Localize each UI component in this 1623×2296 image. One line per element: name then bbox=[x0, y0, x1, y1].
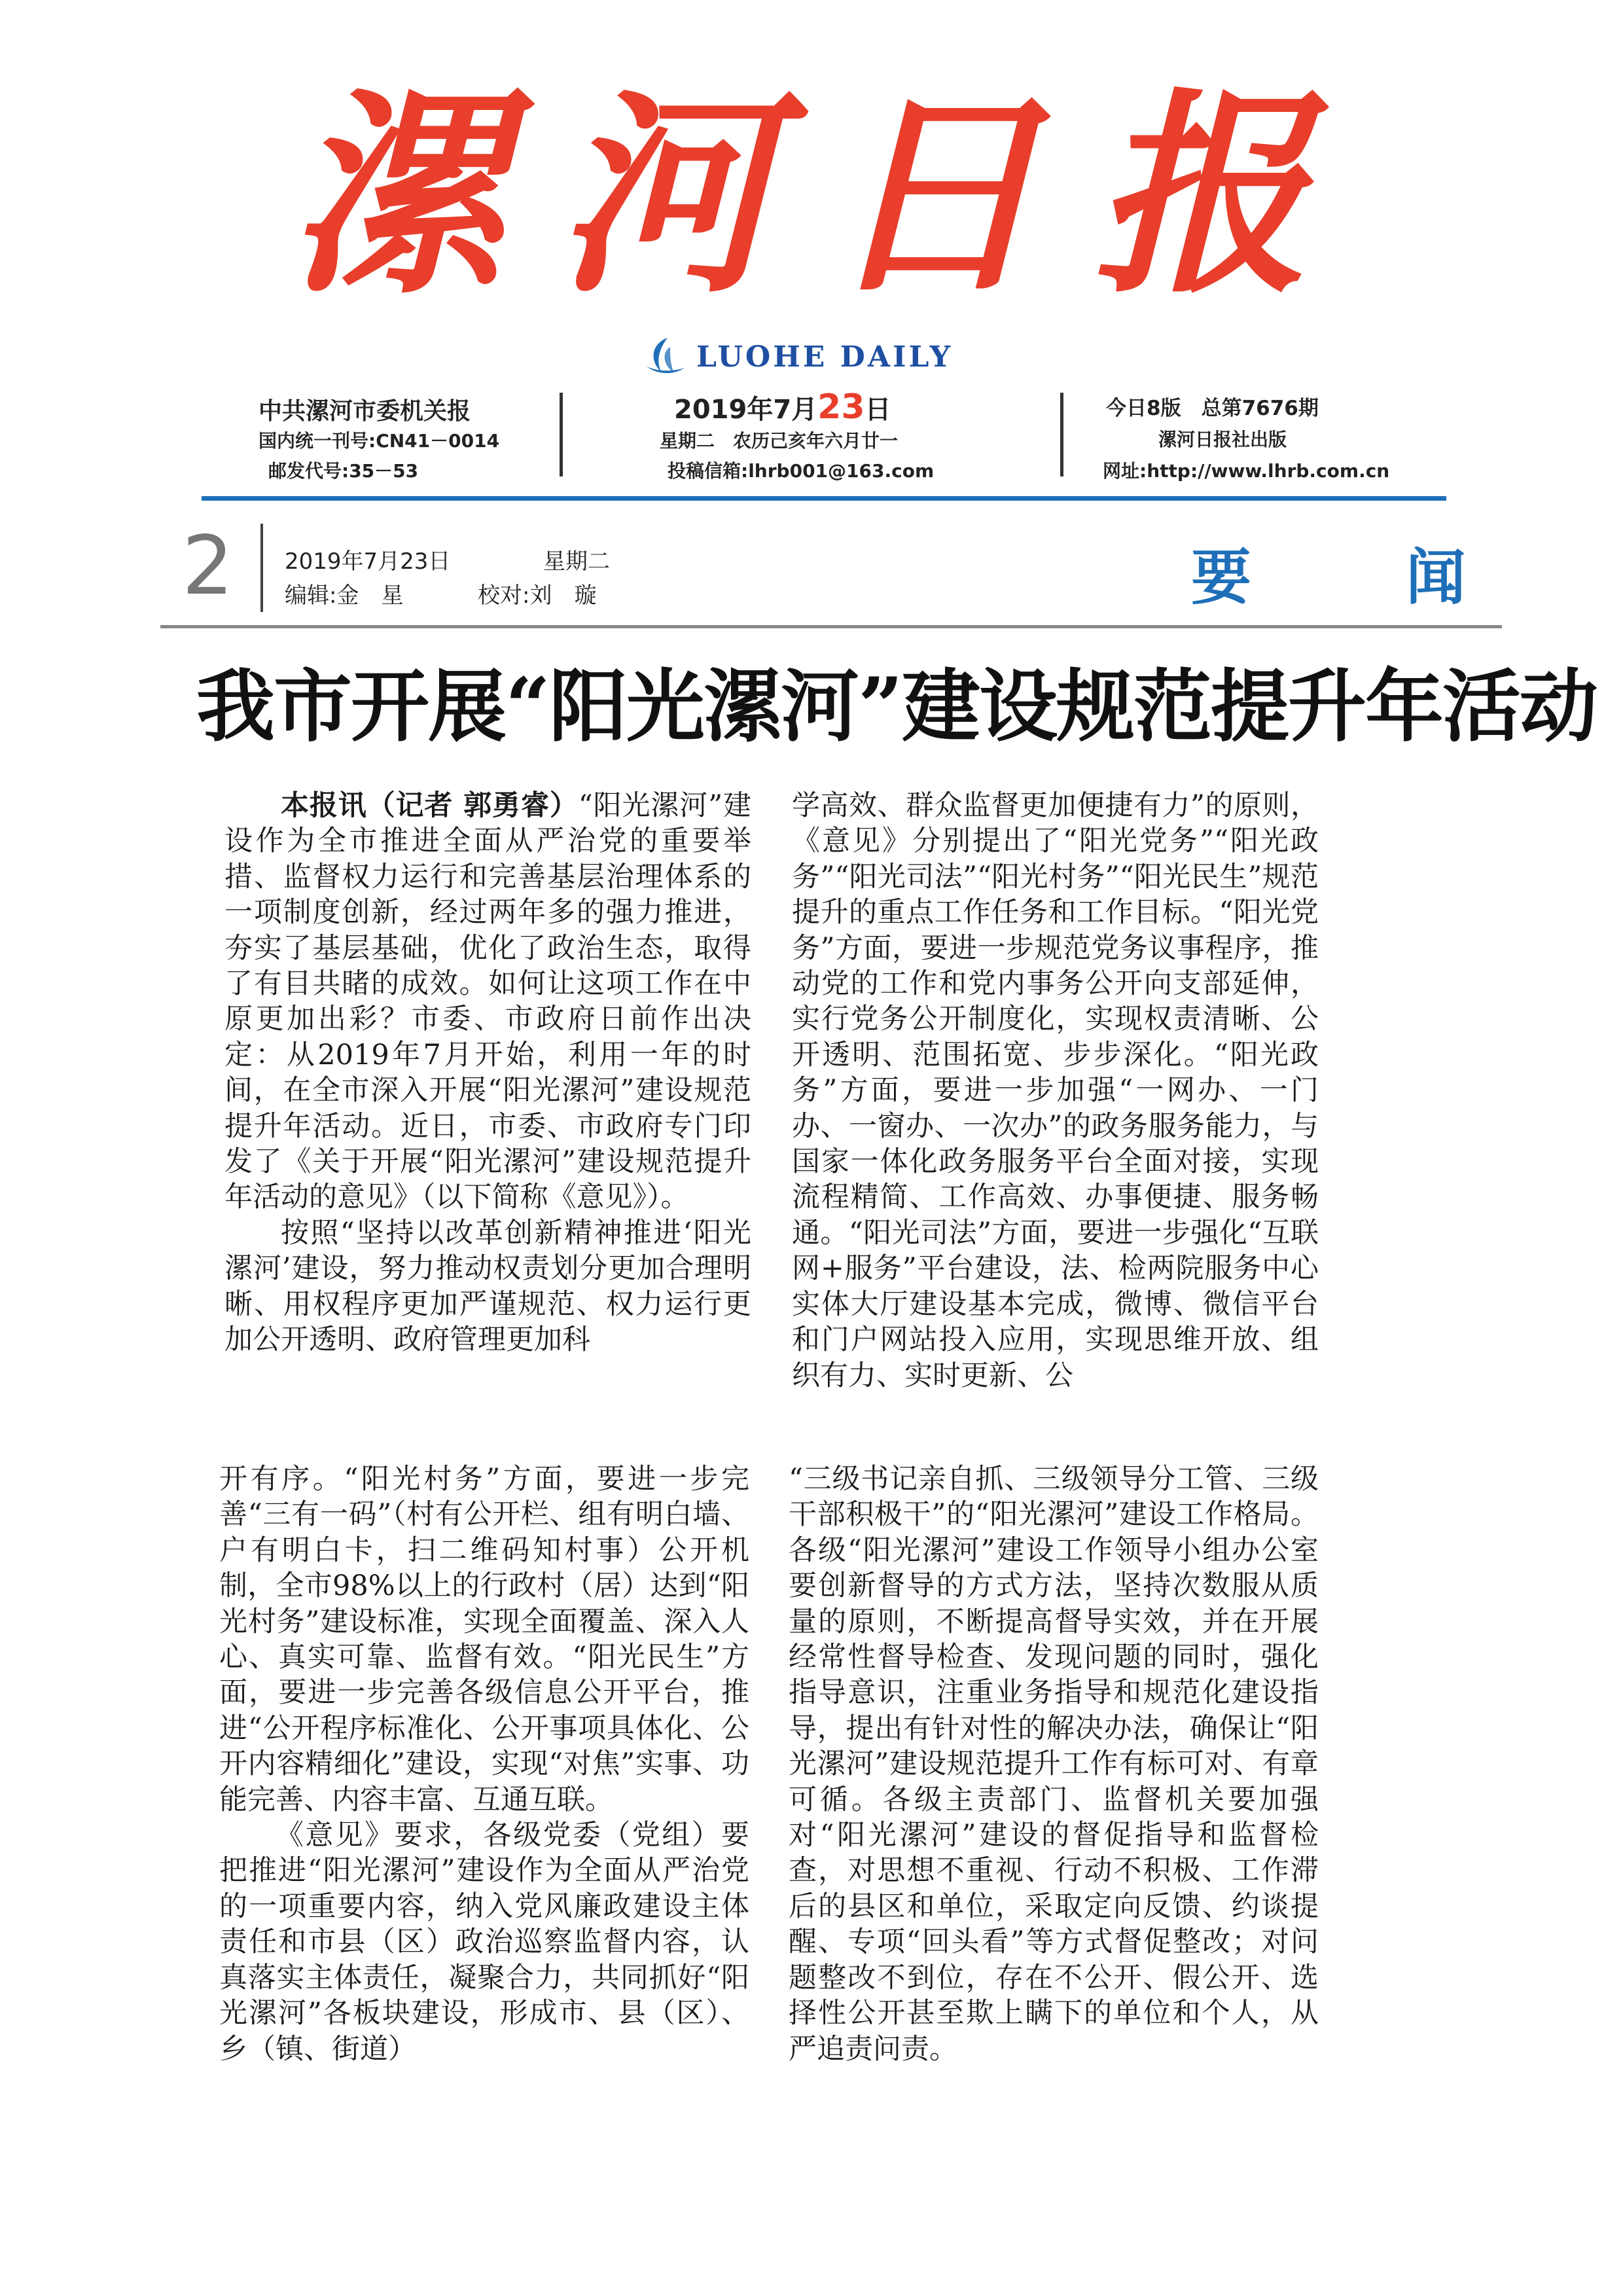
page-header-rule bbox=[160, 625, 1502, 628]
article-paragraph: 学高效、群众监督更加便捷有力”的原则，《意见》分别提出了“阳光党务”“阳光政务”“阳光司法”“阳光村务”“阳光民生”规范提升的重点工作任务和工作目标。“阳光党务”方面，要进一步规范党务议事程序，推动党的工作和党内事务公开向支部延伸，实行党务公开制度化，实现权责清晰、公开透明、范围拓宽、步步深化。“阳光政务”方面，要进一步加强“一网办、一门办、一窗办、一次办”的政务服务能力，与国家一体化政务服务平台全面对接，实现流程精简、工作高效、办事便捷、服务畅通。“阳光司法”方面，要进一步强化“互联网+服务”平台建设，法、检两院服务中心实体大厅建设基本完成，微博、微信平台和门户网站投入应用，实现思维开放、组织有力、实时更新、公 bbox=[792, 789, 1319, 1392]
luohe-daily-logo-icon bbox=[641, 334, 687, 380]
page-number: 2 bbox=[182, 519, 234, 613]
website-label: 网址:http://www.lhrb.com.cn bbox=[1103, 460, 1390, 482]
page-date: 2019年7月23日 bbox=[285, 548, 451, 575]
issn-label: 国内统一刊号:CN41－0014 bbox=[259, 430, 500, 452]
masthead-logo bbox=[641, 331, 1008, 383]
article-paragraph: 本报讯（记者 郭勇睿）“阳光漯河”建设作为全市推进全面从严治党的重要举措、监督权力运行和完善基层治理体系的一项制度创新，经过两年多的强力推进，夯实了基层基础，优化了政治生态，取得了有目共睹的成效。如何让这项工作在中原更加出彩？市委、市政府日前作出决定：从2019年7月开始，利用一年的时间，在全市深入开展“阳光漯河”建设规范提升年活动。近日，市委、市政府专门印发了《关于开展“阳光漯河”建设规范提升年活动的意见》（以下简称《意见》）。 bbox=[224, 789, 751, 1214]
article-paragraph: 按照“坚持以改革创新精神推进‘阳光漯河’建设，努力推动权责划分更加合理明晰、用权程序更加严谨规范、权力运行更加公开透明、政府管理更加科 bbox=[224, 1216, 751, 1357]
page-header-divider bbox=[260, 524, 263, 612]
article-paragraph: 开有序。“阳光村务”方面，要进一步完善“三有一码”（村有公开栏、组有明白墙、户有明白卡，扫二维码知村事）公开机制，全市98%以上的行政村（居）达到“阳光村务”建设标准，实现全面覆盖、深入人心、真实可靠、监督有效。“阳光民生”方面，要进一步完善各级信息公开平台，推进“公开程序标准化、公开事项具体化、公开内容精细化”建设，实现“对焦”实事、功能完善、内容丰富、互通互联。 bbox=[219, 1463, 749, 1816]
header-divider-right bbox=[1060, 393, 1063, 476]
article-column-2 bbox=[792, 788, 1319, 1443]
weekday-lunar-date: 星期二 农历己亥年六月廿一 bbox=[660, 430, 899, 452]
issue-date-day: 23 bbox=[817, 387, 865, 427]
publisher-label: 漯河日报社出版 bbox=[1158, 429, 1287, 450]
issue-date: 2019年7月23日 bbox=[674, 387, 891, 427]
article-byline: 本报讯（记者 郭勇睿） bbox=[281, 789, 579, 822]
page-weekday: 星期二 bbox=[543, 548, 610, 575]
editor-credit: 编辑:金 星 bbox=[285, 583, 404, 609]
proofreader-credit: 校对:刘 璇 bbox=[478, 583, 597, 609]
header-divider-left bbox=[560, 393, 563, 476]
page-count-issue-number: 今日8版 总第7676期 bbox=[1106, 397, 1319, 420]
postal-code-label: 邮发代号:35－53 bbox=[268, 460, 419, 482]
masthead-blue-rule bbox=[202, 496, 1446, 501]
article-column-3 bbox=[219, 1462, 749, 2129]
article-headline: 我市开展“阳光漯河”建设规范提升年活动 bbox=[196, 660, 1597, 753]
masthead-title: 漯河日报 bbox=[288, 71, 1361, 322]
masthead-english-title: LUOHE DAILY bbox=[696, 340, 954, 374]
article-column-4 bbox=[789, 1462, 1319, 2129]
party-organ-label: 中共漯河市委机关报 bbox=[259, 398, 471, 425]
section-title: 要 闻 bbox=[1191, 542, 1466, 613]
article-column-1 bbox=[224, 788, 751, 1443]
article-paragraph: 《意见》要求，各级党委（党组）要把推进“阳光漯河”建设作为全面从严治党的一项重要内容，纳入党风廉政建设主体责任和市县（区）政治巡察监督内容，认真落实主体责任，凝聚合力，共同抓好“阳光漯河”各板块建设，形成市、县（区）、乡（镇、街道） bbox=[219, 1819, 749, 2066]
submission-email: 投稿信箱:lhrb001@163.com bbox=[668, 460, 935, 482]
article-paragraph: “三级书记亲自抓、三级领导分工管、三级干部积极干”的“阳光漯河”建设工作格局。各级“阳光漯河”建设工作领导小组办公室要创新督导的方式方法，坚持次数服从质量的原则，不断提高督导实效，并在开展经常性督导检查、发现问题的同时，强化指导意识，注重业务指导和规范化建设指导，提出有针对性的解决办法，确保让“阳光漯河”建设规范提升工作有标可对、有章可循。各级主责部门、监督机关要加强对“阳光漯河”建设的督促指导和监督检查，对思想不重视、行动不积极、工作滞后的县区和单位，采取定向反馈、约谈提醒、专项“回头看”等方式督促整改；对问题整改不到位，存在不公开、假公开、选择性公开甚至欺上瞒下的单位和个人，从严追责问责。 bbox=[789, 1463, 1319, 2066]
